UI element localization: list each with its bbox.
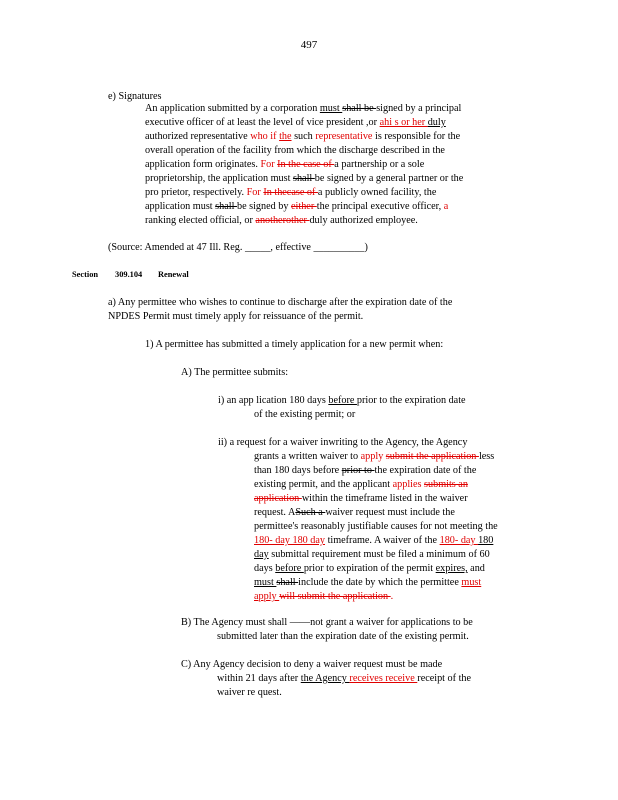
text-line bbox=[218, 576, 540, 590]
deleted-text: submit the application bbox=[385, 451, 479, 462]
text-run: must bbox=[319, 103, 343, 114]
text-line bbox=[218, 548, 540, 562]
text-run: ) bbox=[364, 242, 368, 253]
text-line bbox=[181, 366, 331, 380]
text-run: timeframe. A waiver of the bbox=[325, 535, 440, 546]
page-number: 497 bbox=[300, 39, 318, 51]
text-line bbox=[218, 520, 540, 534]
text-line bbox=[218, 450, 540, 464]
item-i bbox=[218, 394, 532, 422]
source-note bbox=[108, 241, 418, 255]
text-run: submitted later than the expiration date of the existing permit. bbox=[217, 631, 469, 642]
text-run: prior to bbox=[341, 465, 375, 476]
text-run: ranking elected official, or bbox=[145, 215, 256, 226]
deleted-text: application bbox=[254, 493, 302, 504]
text-line bbox=[145, 144, 515, 158]
text-run: receipt of the bbox=[417, 673, 472, 684]
text-line bbox=[218, 562, 540, 576]
text-run: be bbox=[364, 103, 377, 114]
text-run: application form originates. bbox=[145, 159, 261, 170]
text-line bbox=[108, 310, 516, 324]
text-run: before bbox=[275, 563, 304, 574]
text-run: than 180 days before bbox=[254, 465, 342, 476]
text-run: submittal requirement must be filed a minimum of 60 bbox=[268, 549, 490, 560]
text-run: and bbox=[467, 563, 485, 574]
inserted-text: applies bbox=[392, 479, 425, 490]
text-run: duly bbox=[427, 117, 446, 128]
text-run: prior to the expiration date bbox=[356, 395, 466, 406]
text-run: _____ bbox=[244, 242, 271, 253]
paragraph-a bbox=[108, 296, 516, 324]
text-line bbox=[145, 186, 515, 200]
text-run: be signed by a general partner or the bbox=[314, 173, 464, 184]
inserted-text: must bbox=[461, 577, 482, 588]
text-run: request. A bbox=[254, 507, 296, 518]
inserted-text: apply bbox=[360, 451, 386, 462]
text-run: must bbox=[254, 577, 277, 588]
text-run: duly authorized employee. bbox=[309, 215, 418, 226]
inserted-text: ahi s or her bbox=[379, 117, 428, 128]
deleted-text: In the case of bbox=[277, 159, 335, 170]
deleted-text: anotherother bbox=[255, 215, 310, 226]
inserted-text: 180- day 180 day bbox=[254, 535, 326, 546]
text-run: shall bbox=[215, 201, 237, 212]
text-run: days bbox=[254, 563, 276, 574]
inserted-text: receives receive bbox=[349, 673, 418, 684]
inserted-text: who if bbox=[250, 131, 280, 142]
text-run: Such a bbox=[295, 507, 326, 518]
text-line bbox=[218, 534, 540, 548]
text-line bbox=[145, 338, 516, 352]
text-run: the principal executive officer, bbox=[316, 201, 444, 212]
inserted-text: a bbox=[443, 201, 449, 212]
text-run: the expiration date of the bbox=[374, 465, 477, 476]
text-line bbox=[145, 200, 515, 214]
text-run: grants a written waiver to bbox=[254, 451, 361, 462]
text-run: __________ bbox=[313, 242, 365, 253]
text-run: of the existing permit; or bbox=[254, 409, 356, 420]
text-run: , effective bbox=[270, 242, 314, 253]
text-run: prior to expiration of the permit bbox=[303, 563, 436, 574]
text-line bbox=[218, 506, 540, 520]
text-run: shall bbox=[276, 577, 299, 588]
text-run: C) Any Agency decision to deny a waiver request must be made bbox=[181, 659, 443, 670]
text-run: ii) a request for a waiver inwriting to the Agency, the Agency bbox=[218, 437, 468, 448]
text-run: signed by a principal bbox=[376, 103, 462, 114]
text-line bbox=[218, 478, 540, 492]
text-line bbox=[181, 658, 509, 672]
text-run: permittee's reasonably justifiable causes for not meeting the bbox=[254, 521, 498, 532]
text-line bbox=[181, 686, 509, 700]
text-run: waiver re quest. bbox=[217, 687, 282, 698]
deleted-text: In thecase of bbox=[263, 187, 318, 198]
section-e-body bbox=[145, 102, 515, 228]
text-line bbox=[218, 408, 532, 422]
text-line bbox=[145, 102, 515, 116]
text-run: i) an app lication 180 days bbox=[218, 395, 329, 406]
text-run: day bbox=[254, 549, 269, 560]
text-line bbox=[145, 158, 515, 172]
text-run: within 21 days after bbox=[217, 673, 301, 684]
text-run: shall bbox=[342, 103, 365, 114]
section-e-heading: e) Signatures bbox=[108, 91, 162, 102]
text-line bbox=[218, 464, 540, 478]
text-run: overall operation of the facility from which the discharge described in the bbox=[145, 145, 445, 156]
item-C bbox=[181, 658, 509, 700]
text-line bbox=[181, 672, 509, 686]
text-run: a partnership or a sole bbox=[334, 159, 425, 170]
text-line bbox=[218, 492, 540, 506]
text-run: within the timeframe listed in the waiver bbox=[301, 493, 468, 504]
text-run: be signed by bbox=[236, 201, 292, 212]
deleted-text: submits an bbox=[424, 479, 468, 490]
section-title: Renewal bbox=[158, 270, 189, 279]
text-line bbox=[108, 296, 516, 310]
inserted-text: representative bbox=[315, 131, 373, 142]
text-run: authorized representative bbox=[145, 131, 251, 142]
text-run: is responsible for the bbox=[372, 131, 461, 142]
inserted-text: For bbox=[246, 187, 264, 198]
text-run: such bbox=[291, 131, 316, 142]
item-B bbox=[181, 616, 526, 644]
inserted-text: apply bbox=[254, 591, 280, 602]
section-number: 309.104 bbox=[115, 270, 143, 279]
item-1 bbox=[145, 338, 516, 352]
text-run: (Source: Amended at 47 Ill. Reg. bbox=[108, 242, 245, 253]
text-run: executive officer of at least the level of vice president ,or bbox=[145, 117, 380, 128]
text-run: A) The permittee submits: bbox=[181, 367, 289, 378]
text-run: waiver request must include the bbox=[325, 507, 455, 518]
text-line bbox=[145, 130, 515, 144]
text-run: NPDES Permit must timely apply for reissuance of the permit. bbox=[108, 311, 364, 322]
deleted-text: either bbox=[291, 201, 317, 212]
text-run: less bbox=[478, 451, 495, 462]
text-line bbox=[181, 616, 526, 630]
text-run: a) Any permittee who wishes to continue to discharge after the expiration date of the bbox=[108, 297, 453, 308]
item-ii bbox=[218, 436, 540, 604]
text-line bbox=[108, 241, 418, 255]
text-run: proprietorship, the application must bbox=[145, 173, 293, 184]
text-run: include the date by which the permittee bbox=[298, 577, 462, 588]
text-run: B) The Agency must shall ——not grant a waiver for applications to be bbox=[181, 617, 473, 628]
inserted-text: 180- day bbox=[439, 535, 479, 546]
inserted-text: For bbox=[260, 159, 278, 170]
item-A bbox=[181, 366, 331, 380]
inserted-text: . bbox=[390, 591, 394, 602]
text-run: 1) A permittee has submitted a timely application for a new permit when: bbox=[145, 339, 444, 350]
text-run: a publicly owned facility, the bbox=[317, 187, 437, 198]
text-run: existing permit, and the applicant bbox=[254, 479, 393, 490]
text-run: 180 bbox=[478, 535, 494, 546]
text-run: before bbox=[328, 395, 357, 406]
text-run: shall bbox=[292, 173, 315, 184]
text-line bbox=[181, 630, 526, 644]
text-run: pro prietor, respectively. bbox=[145, 187, 247, 198]
section-label: Section bbox=[72, 270, 99, 279]
deleted-text: will submit the application bbox=[279, 591, 391, 602]
text-line bbox=[145, 116, 515, 130]
text-line bbox=[145, 214, 515, 228]
text-run: the Agency bbox=[300, 673, 350, 684]
text-line bbox=[218, 590, 540, 604]
text-line bbox=[218, 394, 532, 408]
text-line bbox=[218, 436, 540, 450]
text-line bbox=[145, 172, 515, 186]
text-run: application must bbox=[145, 201, 216, 212]
text-run: expires, bbox=[435, 563, 468, 574]
text-run: An application submitted by a corporation bbox=[145, 103, 320, 114]
inserted-text: the bbox=[279, 131, 292, 142]
